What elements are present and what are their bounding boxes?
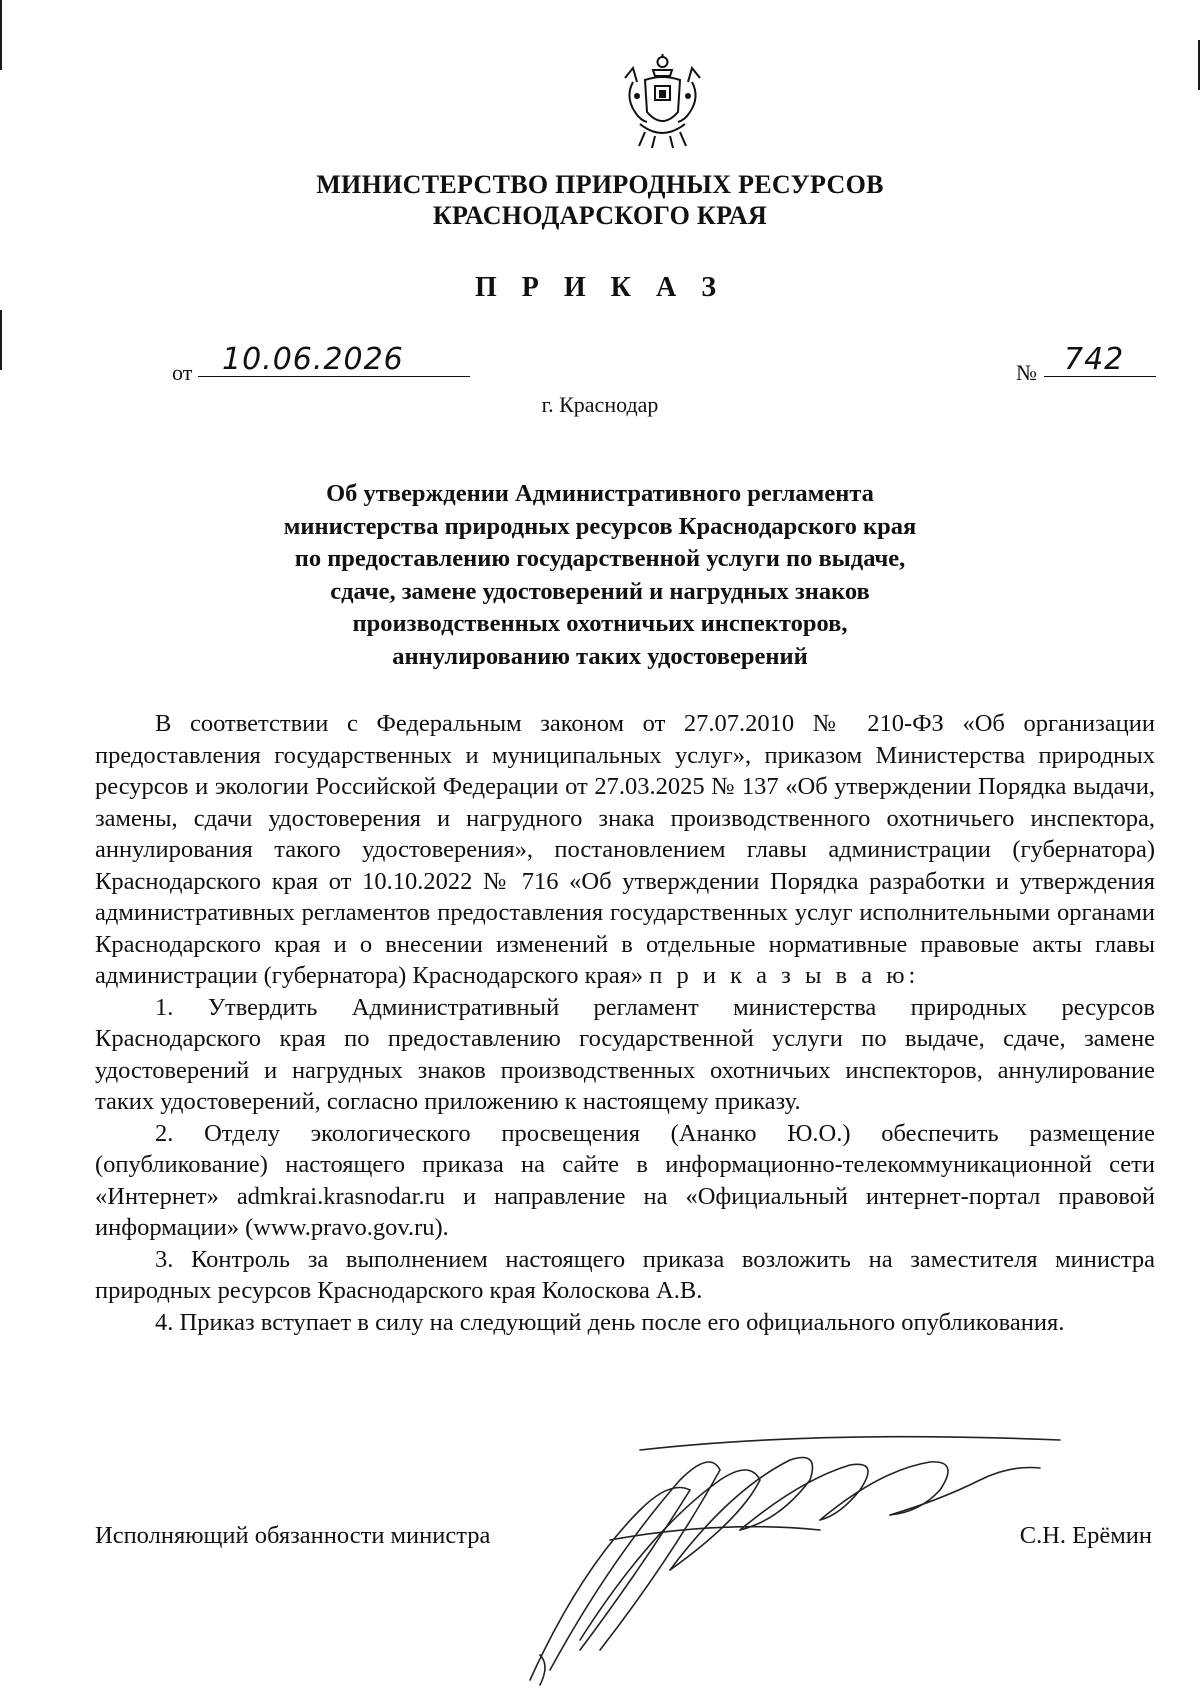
signatory-name: С.Н. Ерёмин (1019, 1522, 1152, 1549)
preamble-text: В соответствии с Федеральным законом от 27.07.2010 № 210-ФЗ «Об организации предоставления государственных и муниципальных услуг», приказом Министерства природных ресурсов и экологии Российской Федерации от 27.03.2025 № 137 «Об утверждении Порядка выдачи, замены, сдачи удостоверения и нагрудного знака производственного охотничьего инспектора, аннулирования такого удостоверения», постановлением главы администрации (губернатора) Краснодарского края от 10.10.2022 № 716 «Об утверждении Порядка разработки и утверждения административных регламентов предоставления государственных услуг исполнительными органами Краснодарского края и о внесении изменений в отдельные нормативные правовые акты главы администрации (губернатора) Краснодарского края» (95, 710, 1155, 989)
number-prefix: № (1016, 360, 1037, 385)
order-item-1: 1. Утвердить Административный регламент министерства природных ресурсов Краснодарского края по предоставлению государственной услуги по выдаче, сдаче, замене удостоверений и нагрудных знаков производственных охотничьих инспекторов, аннулирование таких удостоверений, согласно приложению к настоящему приказу. (95, 993, 1155, 1115)
handwritten-signature (520, 1420, 1080, 1690)
ministry-name-line1: МИНИСТЕРСТВО ПРИРОДНЫХ РЕСУРСОВ (316, 170, 884, 199)
date-prefix: от (172, 360, 193, 385)
order-body (95, 708, 1155, 1338)
krasnodar-krai-coat-of-arms-icon (615, 52, 710, 152)
city: г. Краснодар (541, 392, 659, 417)
scan-edge-left-lower (0, 310, 2, 370)
ministry-name-line2: КРАСНОДАРСКОГО КРАЯ (432, 201, 768, 230)
order-title-line: по предоставлению государственной услуги по выдаче, (294, 545, 906, 572)
document-type: П Р И К А З (475, 272, 725, 303)
order-word: п р и к а з ы в а ю: (649, 962, 920, 989)
order-title-line: министерства природных ресурсов Краснодарского края (283, 512, 917, 540)
order-item-3: 3. Контроль за выполнением настоящего приказа возложить на заместителя министра природных ресурсов Краснодарского края Колоскова А.В. (95, 1245, 1155, 1304)
order-item-2: 2. Отделу экологического просвещения (Ананко Ю.О.) обеспечить размещение (опубликование) настоящего приказа на сайте в информационно-телекоммуникационной сети «Интернет» admkrai.krasnodar.ru и направление на «Официальный интернет-портал правовой информации» (www.pravo.gov.ru). (95, 1119, 1155, 1241)
order-title-line: Об утверждении Административного регламента (326, 480, 874, 507)
scan-edge-left (0, 0, 2, 70)
order-title-line: сдаче, замене удостоверений и нагрудных знаков (330, 577, 870, 605)
order-title-line: аннулированию таких удостоверений (392, 642, 808, 670)
order-item-4: 4. Приказ вступает в силу на следующий день после его официального опубликования. (155, 1308, 1065, 1336)
order-title (240, 478, 960, 673)
order-date: 10.06.2026 (222, 342, 404, 377)
preamble-paragraph (95, 708, 1155, 992)
order-title-line: производственных охотничьих инспекторов, (352, 610, 848, 637)
signatory-role: Исполняющий обязанности министра (95, 1522, 491, 1549)
order-number: 742 (1064, 342, 1125, 377)
